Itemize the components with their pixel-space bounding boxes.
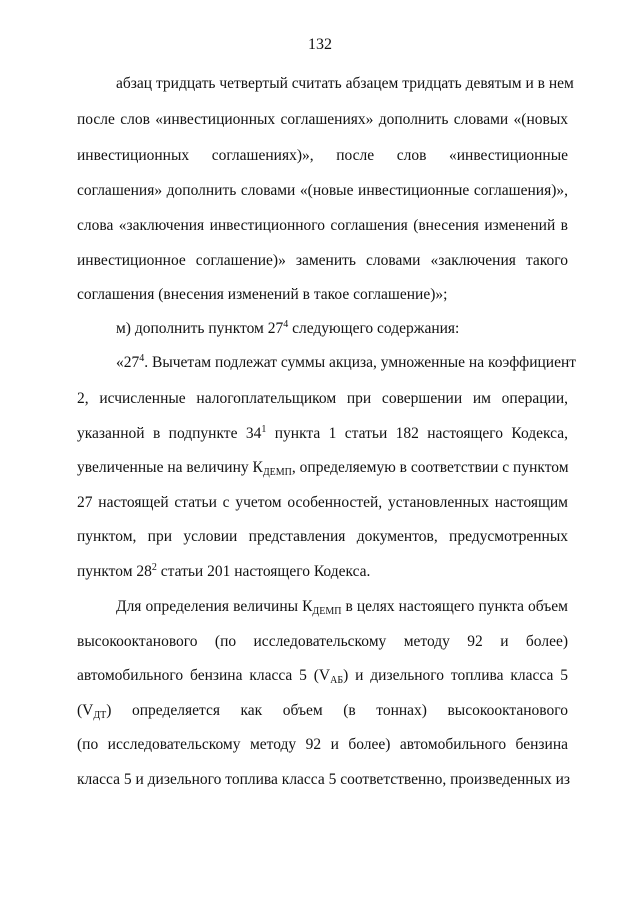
text-line: 27 настоящей статьи с учетом особенностей, установленных настоящим — [77, 494, 568, 511]
text-line — [77, 701, 568, 721]
text-run: статьи 201 настоящего Кодекса. — [156, 563, 371, 580]
paragraph-2 — [116, 319, 568, 339]
text-run: , определяемую в соответствии с пунктом — [291, 459, 569, 476]
text-line: инвестиционных соглашениях)», после слов «инвестиционные — [77, 147, 568, 164]
text-line: абзац тридцать четвертый считать абзацем тридцать девятым и в нем — [116, 75, 574, 92]
superscript: 1 — [261, 424, 267, 435]
text-line — [77, 562, 568, 582]
text-run: в целях настоящего пункта объем — [341, 598, 568, 615]
text-run: автомобильного бензина класса 5 (V — [77, 667, 331, 684]
text-line: слова «заключения инвестиционного соглашения (внесения изменений в — [77, 217, 568, 234]
text-line — [77, 458, 568, 478]
text-line — [116, 597, 568, 617]
text-line: пунктом, при условии представления документов, предусмотренных — [77, 528, 568, 545]
text-run: увеличенные на величину К — [77, 459, 263, 476]
subscript: ДЕМП — [262, 467, 292, 478]
text-run: Для определения величины К — [116, 598, 313, 615]
text-run: ) и дизельного топлива класса 5 — [343, 667, 568, 684]
text-run: м) дополнить пунктом 27 — [116, 320, 284, 337]
text-line: соглашения» дополнить словами «(новые инвестиционные соглашения)», — [77, 182, 568, 199]
subscript: АБ — [330, 675, 344, 686]
text-run: пункта 1 статьи 182 настоящего Кодекса, — [266, 425, 568, 442]
text-line: класса 5 и дизельного топлива класса 5 соответственно, произведенных из — [77, 771, 571, 788]
text-line: 2, исчисленные налогоплательщиком при совершении им операции, — [77, 390, 568, 407]
text-line: инвестиционное соглашение)» заменить словами «заключения такого — [77, 252, 568, 269]
subscript: ДЕМП — [312, 606, 342, 617]
text-line — [77, 666, 568, 686]
text-run: ) определяется как объем (в тоннах) высокооктанового — [106, 702, 568, 719]
text-line — [116, 353, 577, 373]
text-run: «27 — [116, 354, 140, 371]
text-line — [77, 424, 568, 444]
text-line: высокооктанового (по исследовательскому методу 92 и более) — [77, 633, 568, 650]
superscript: 4 — [139, 353, 145, 364]
page-number: 132 — [308, 36, 332, 53]
text-run: . Вычетам подлежат суммы акциза, умноженные на коэффициент — [144, 354, 577, 371]
text-run: следующего содержания: — [288, 320, 460, 337]
text-run: (V — [77, 702, 94, 719]
text-line: соглашения (внесения изменений в такое соглашение)»; — [77, 286, 448, 303]
text-line: (по исследовательскому методу 92 и более) автомобильного бензина — [77, 736, 568, 753]
superscript: 2 — [151, 562, 157, 573]
superscript: 4 — [283, 319, 289, 330]
text-run: пунктом 28 — [77, 563, 152, 580]
subscript: ДТ — [93, 710, 107, 721]
text-line: после слов «инвестиционных соглашениях» дополнить словами «(новых — [77, 111, 568, 128]
text-run: указанной в подпункте 34 — [77, 425, 262, 442]
